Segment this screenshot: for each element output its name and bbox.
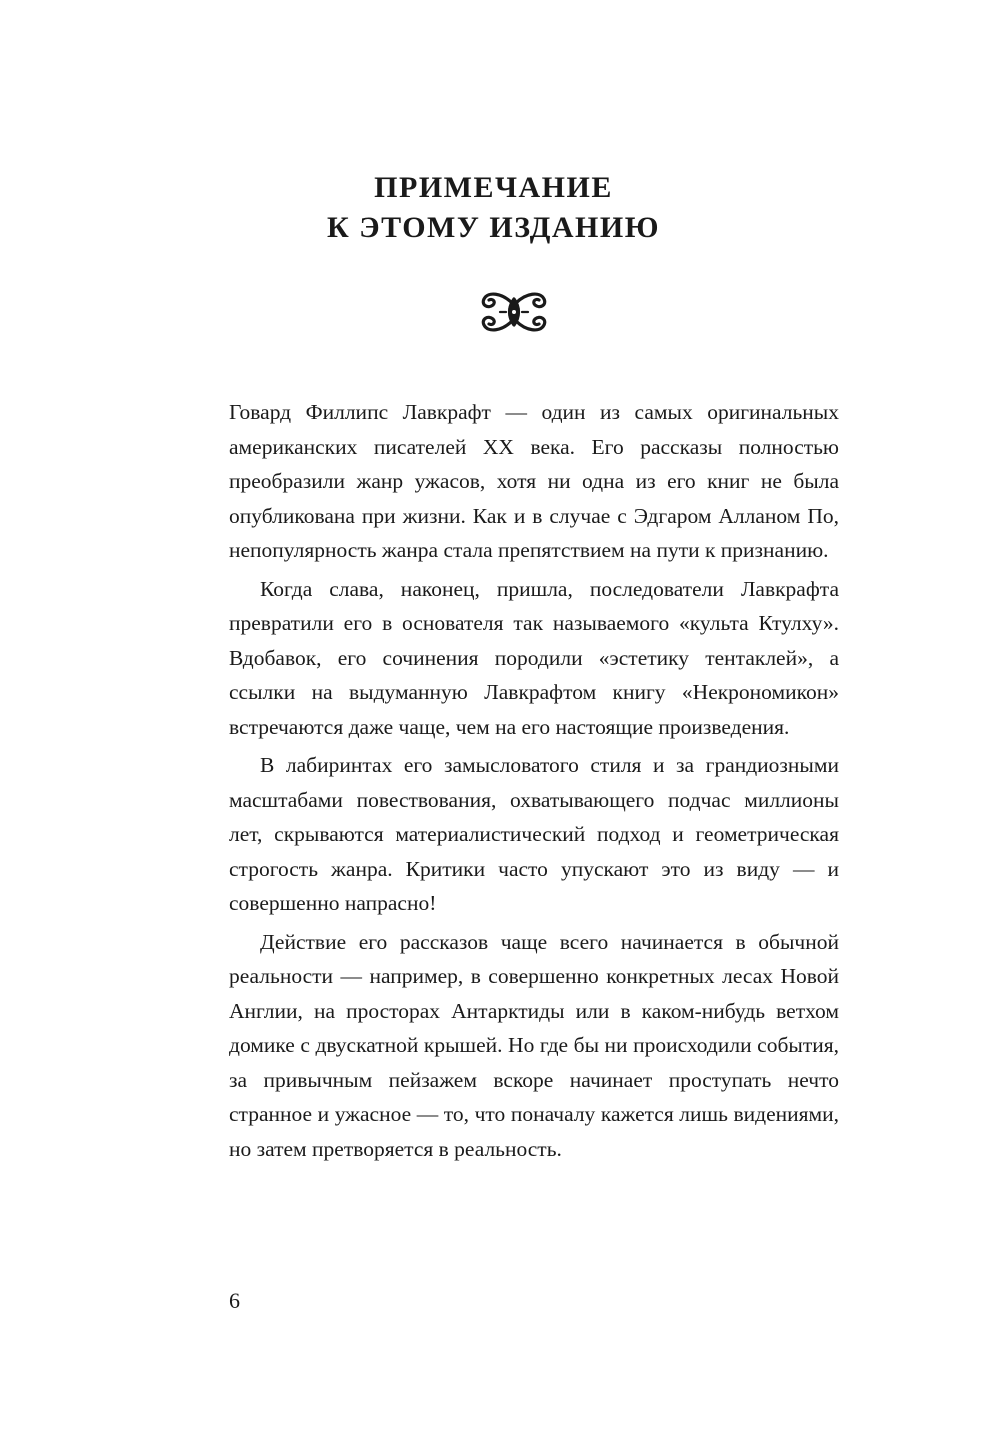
paragraph-1: Говард Филлипс Лавкрафт — один из самых оригинальных американских писателей XX века. Его рассказы полностью преобразили жанр ужасов, хотя ни одна из его книг не была опубликована при жизни. Как и в случае с Эдгаром Алланом По, непопулярность жанра стала препятствием на пути к признанию. (229, 400, 839, 562)
paragraph-2: Когда слава, наконец, пришла, последователи Лавкрафта превратили его в основателя так называемого «культа Ктулху». Вдобавок, его сочинения породили «эстетику тентаклей», а ссылки на выдуманную Лавкрафтом книгу «Некрономикон» встречаются даже чаще, чем на его настоящие произведения. (229, 576, 839, 739)
page-number: 6 (229, 1288, 240, 1313)
page-title (0, 168, 987, 248)
paragraph-4: Действие его рассказов чаще всего начинается в обычной реальности — например, в совершенно конкретных лесах Новой Англии, на просторах Антарктиды или в каком-нибудь ветхом домике с двускатной крышей. Но где бы ни происходили события, за привычным пейзажем вскоре начинает проступать нечто странное и ужасное — то, что поначалу кажется лишь видениями, но затем претворяется в реальность. (229, 929, 839, 1161)
title-line-1: ПРИМЕЧАНИЕ (374, 171, 613, 204)
body-text (229, 395, 839, 1170)
title-line-2: К ЭТОМУ ИЗДАНИЮ (327, 211, 660, 244)
paragraph-3: В лабиринтах его замысловатого стиля и за грандиозными масштабами повествования, охватывающего подчас миллионы лет, скрываются материалистический подход и геометрическая строгость жанра. Критики часто упускают это из виду — и совершенно напрасно! (229, 753, 839, 915)
decorative-flourish-icon (480, 287, 548, 337)
